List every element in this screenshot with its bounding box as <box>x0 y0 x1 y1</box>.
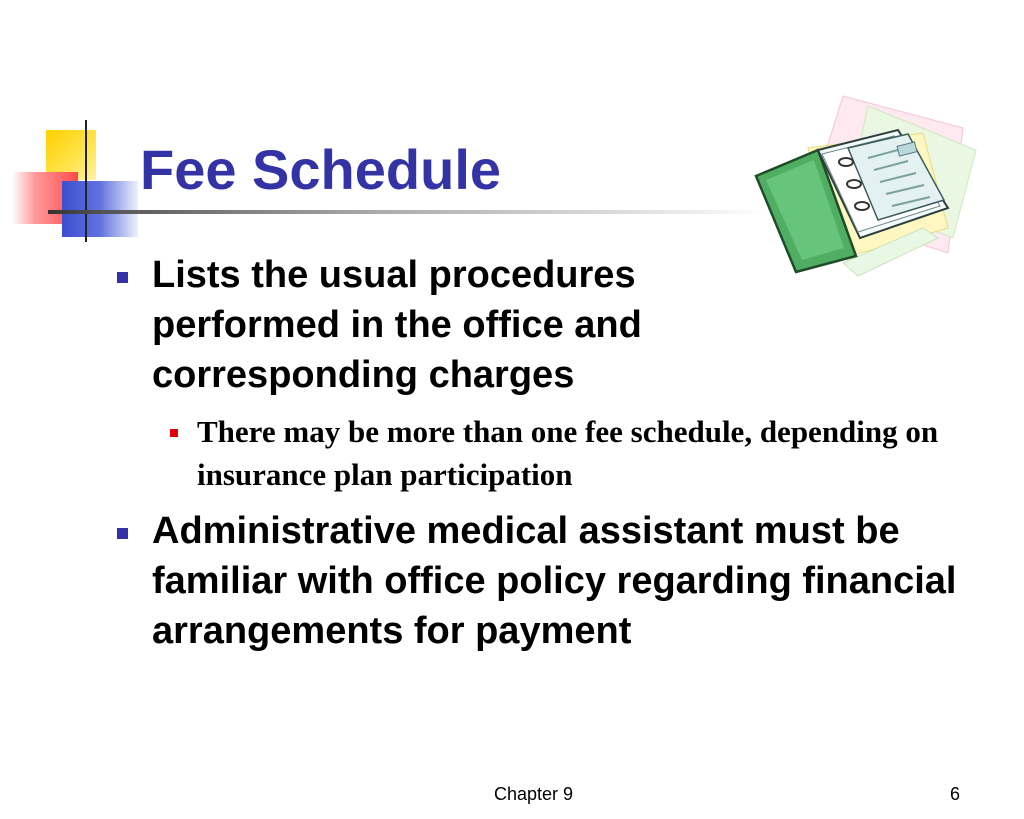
bullet-item-1: Lists the usual procedures performed in the office and corresponding charges <box>152 254 642 396</box>
bullet-item-2: Administrative medical assistant must be familiar with office policy regarding financial arrangements for payment <box>152 510 957 652</box>
footer-chapter: Chapter 9 <box>494 784 574 804</box>
binder-book-icon <box>748 88 978 288</box>
bullet-marker <box>117 528 128 539</box>
slide-number: 6 <box>950 784 961 804</box>
sub-bullet-item-1: There may be more than one fee schedule, depending on insurance plan participation <box>197 414 939 492</box>
bullet-marker <box>117 272 128 283</box>
vertical-line-decoration <box>85 120 87 242</box>
slide-title: Fee Schedule <box>140 138 502 201</box>
blue-square-decoration <box>62 181 138 237</box>
title-underline <box>48 210 770 214</box>
sub-bullet-marker <box>170 429 178 437</box>
